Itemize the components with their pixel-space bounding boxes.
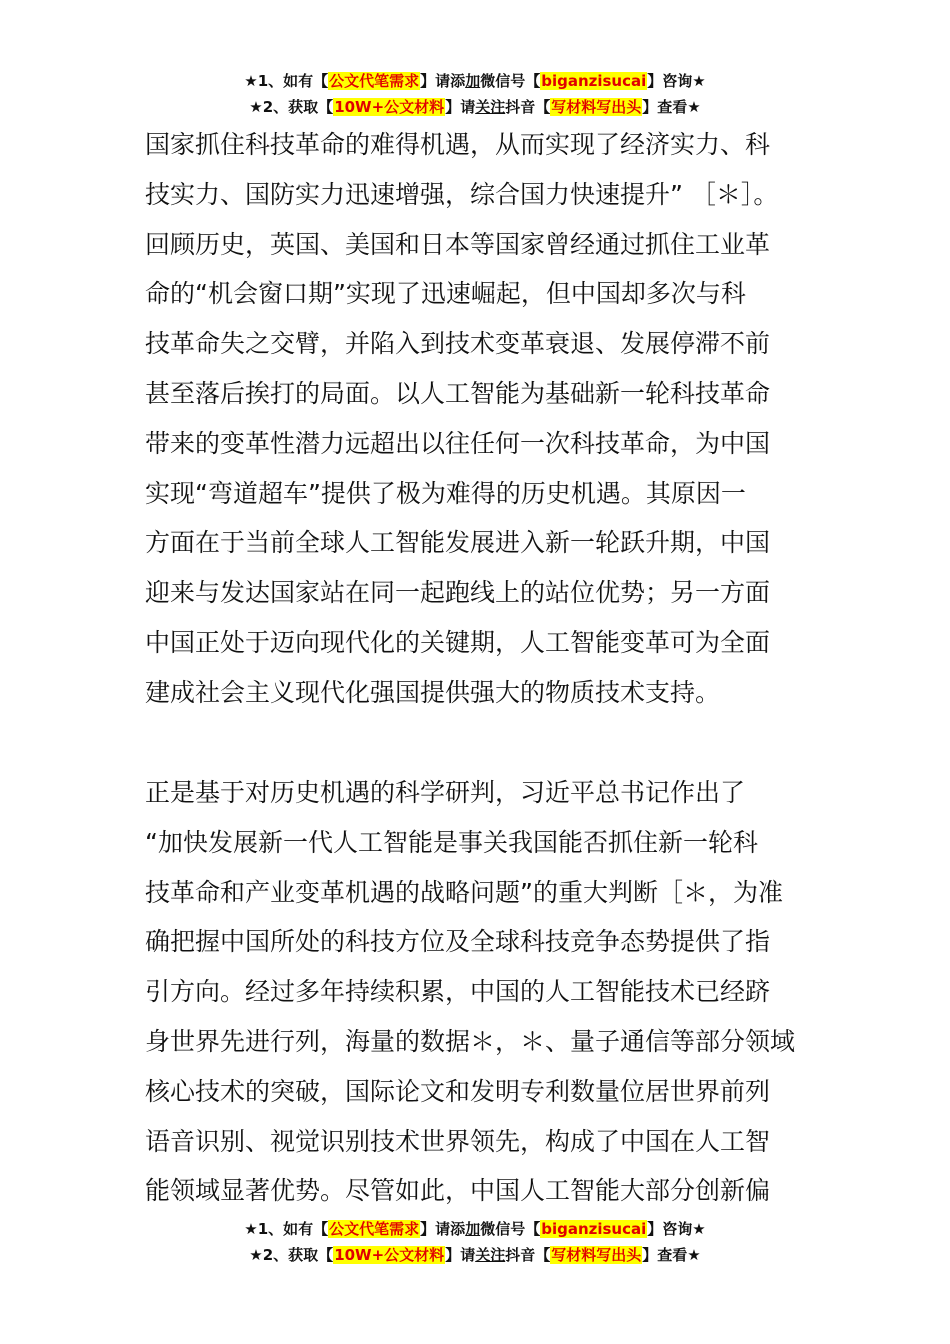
banner-text: ★1、如有【 xyxy=(244,1220,329,1238)
banner-line-1 xyxy=(0,68,950,94)
banner-text: 】请添 xyxy=(420,72,466,90)
banner-highlight: 写材料写出头 xyxy=(551,1246,642,1264)
text-line: 技革命失之交臂，并陷入到技术变革衰退、发展停滞不前 xyxy=(145,329,771,359)
text-line: 能领域显著优势。尽管如此，中国人工智能大部分创新偏 xyxy=(145,1176,771,1206)
text-line: “加快发展新一代人工智能是事关我国能否抓住新一轮科 xyxy=(145,827,758,857)
banner-text: 】咨询★ xyxy=(647,1220,706,1238)
text-line: 确把握中国所处的科技方位及全球科技竞争态势提供了指 xyxy=(145,927,771,957)
banner-highlight: 公文代笔需求 xyxy=(329,72,420,90)
banner-line-2 xyxy=(0,1242,950,1268)
text-line: 技实力、国防实力迅速增强，综合国力快速提升” ［＊］。 xyxy=(145,179,779,209)
text-line: 中国正处于迈向现代化的关键期，人工智能变革可为全面 xyxy=(145,627,771,657)
banner-text: 】查看★ xyxy=(642,98,701,116)
banner-text: 抖音【 xyxy=(505,1246,551,1264)
text-line: 引方向。经过多年持续积累，中国的人工智能技术已经跻 xyxy=(145,977,771,1007)
banner-emphasis: 关注 xyxy=(475,1246,506,1264)
text-line: 迎来与发达国家站在同一起跑线上的站位优势；另一方面 xyxy=(145,578,771,608)
bottom-banner xyxy=(0,1216,950,1268)
banner-highlight: 10W+公文材料 xyxy=(334,98,445,116)
banner-text: ★1、如有【 xyxy=(244,72,329,90)
banner-highlight: biganzisucai xyxy=(541,1220,647,1238)
text-line: 正是基于对历史机遇的科学研判，习近平总书记作出了 xyxy=(145,778,746,807)
text-line: 建成社会主义现代化强国提供强大的物质技术支持。 xyxy=(145,677,721,707)
paragraph-1 xyxy=(145,120,809,718)
text-line: 带来的变革性潜力远超出以往任何一次科技革命，为中国 xyxy=(145,428,771,458)
banner-text: 】请添 xyxy=(420,1220,466,1238)
banner-text: 】查看★ xyxy=(642,1246,701,1264)
text-line: 甚至落后挨打的局面。以人工智能为基础新一轮科技革命 xyxy=(145,378,771,408)
banner-text: 】咨询★ xyxy=(647,72,706,90)
text-line: 语音识别、视觉识别技术世界领先，构成了中国在人工智 xyxy=(145,1126,771,1156)
text-line: 国家抓住科技革命的难得机遇，从而实现了经济实力、科 xyxy=(145,130,771,159)
text-line: 核心技术的突破，国际论文和发明专利数量位居世界前列 xyxy=(145,1076,771,1106)
text-line: 命的“机会窗口期”实现了迅速崛起，但中国却多次与科 xyxy=(145,279,746,309)
banner-text: 微信号【 xyxy=(480,1220,541,1238)
banner-text: ★2、获取【 xyxy=(249,1246,334,1264)
banner-emphasis: 加 xyxy=(465,1220,481,1238)
banner-highlight: 10W+公文材料 xyxy=(334,1246,445,1264)
banner-line-2 xyxy=(0,94,950,120)
banner-text: 微信号【 xyxy=(480,72,541,90)
banner-emphasis: 关注 xyxy=(475,98,506,116)
text-line: 实现“弯道超车”提供了极为难得的历史机遇。其原因一 xyxy=(145,478,746,508)
banner-text: 抖音【 xyxy=(505,98,551,116)
top-banner xyxy=(0,68,950,120)
banner-text: ★2、获取【 xyxy=(249,98,334,116)
text-line: 回顾历史，英国、美国和日本等国家曾经通过抓住工业革 xyxy=(145,229,771,259)
banner-line-1 xyxy=(0,1216,950,1242)
text-line: 方面在于当前全球人工智能发展进入新一轮跃升期，中国 xyxy=(145,528,771,558)
banner-text: 】请 xyxy=(445,1246,476,1264)
text-line: 身世界先进行列，海量的数据＊，＊、量子通信等部分领域 xyxy=(145,1026,796,1056)
banner-highlight: biganzisucai xyxy=(541,72,647,90)
text-line: 技革命和产业变革机遇的战略问题”的重大判断［＊，为准 xyxy=(145,877,783,907)
banner-highlight: 公文代笔需求 xyxy=(329,1220,420,1238)
paragraph-2 xyxy=(145,768,809,1216)
banner-highlight: 写材料写出头 xyxy=(551,98,642,116)
banner-emphasis: 加 xyxy=(465,72,481,90)
banner-text: 】请 xyxy=(445,98,476,116)
